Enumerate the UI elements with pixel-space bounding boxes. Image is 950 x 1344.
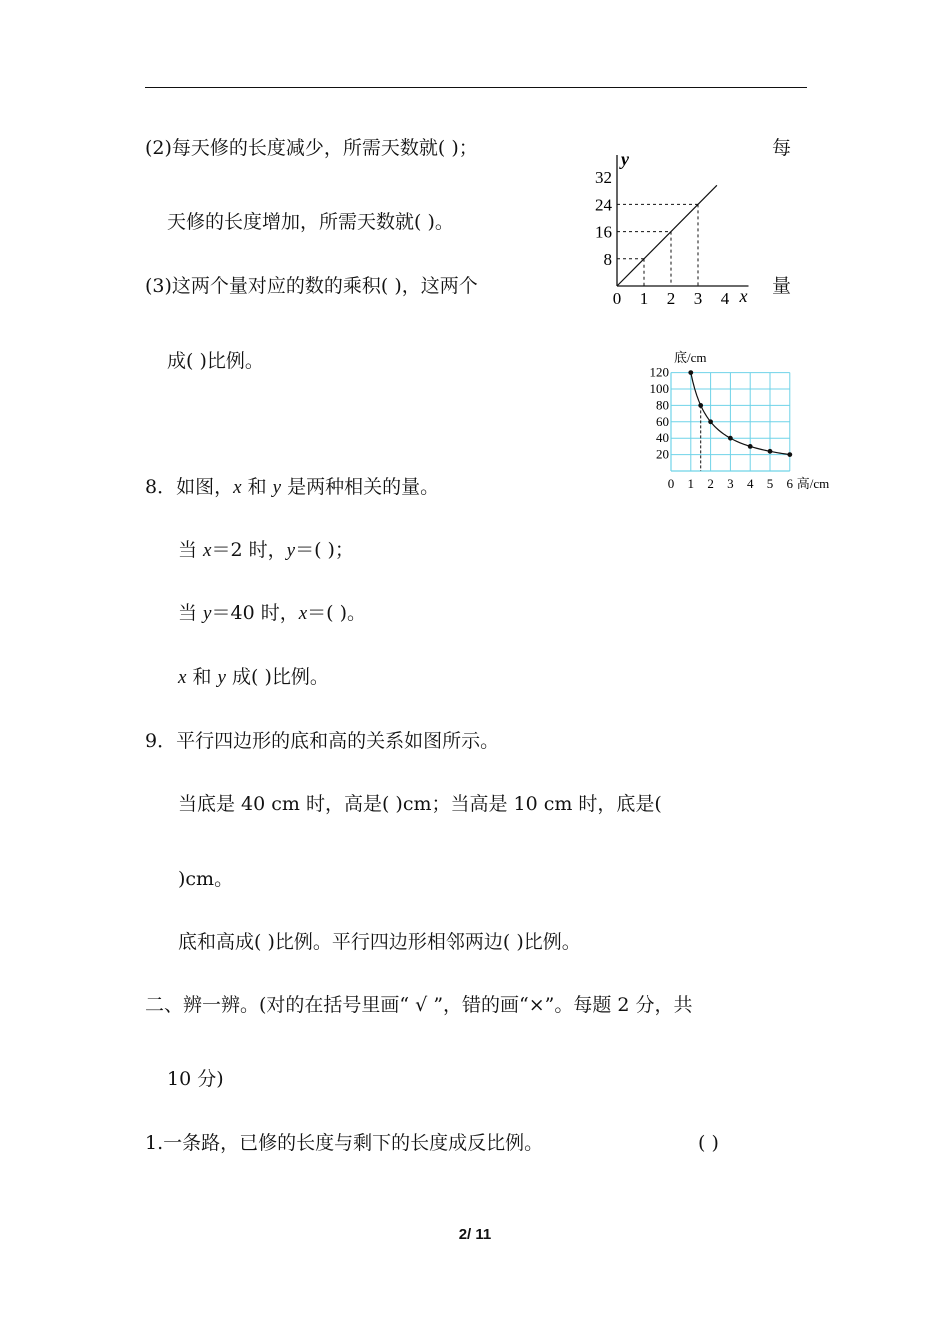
q7-line2c: 天修的长度增加，所需天数就( )。 — [167, 211, 454, 233]
var-y: y — [203, 603, 212, 624]
q8-l1-mid: ＝2 时， — [211, 539, 287, 561]
x-tick-label: 4 — [720, 289, 730, 308]
x-tick-label: 2 — [707, 476, 714, 491]
section2-title: 二、辨一辨。(对的在括号里画“ √ ”，错的画“×”。每题 2 分，共 — [145, 994, 693, 1016]
q8-l1-tail: ＝( )； — [295, 539, 354, 561]
var-y: y — [272, 477, 282, 498]
x-tick-label: 1 — [639, 289, 649, 308]
q9-line1: 当底是 40 cm 时，高是( )cm；当高是 10 cm 时，底是( — [178, 793, 662, 815]
y-tick-label: 120 — [649, 364, 669, 380]
q9-line2: )cm。 — [178, 868, 234, 890]
section2-title-cont: 10 分) — [167, 1068, 224, 1090]
x-axis-label: x — [739, 286, 748, 306]
y-tick-label: 8 — [603, 249, 612, 269]
data-point — [728, 436, 733, 441]
header-rule — [145, 87, 807, 88]
x-tick-label: 0 — [612, 289, 622, 308]
q9-title: 9．平行四边形的底和高的关系如图所示。 — [145, 730, 500, 752]
q8-line3 — [178, 665, 329, 690]
q8-title-tail: 是两种相关的量。 — [281, 476, 440, 498]
q9-line3: 底和高成( )比例。平行四边形相邻两边( )比例。 — [178, 931, 581, 953]
page-number: 2/ 11 — [458, 1226, 492, 1243]
x-tick-label: 0 — [667, 476, 675, 491]
data-point — [748, 444, 753, 449]
base-height-chart — [635, 345, 850, 515]
var-x: x — [203, 540, 212, 561]
x-tick-label: 6 — [786, 476, 794, 491]
q7-line3a: (3)这两个量对应的数的乘积( )，这两个 — [145, 275, 478, 297]
x-tick-label: 4 — [746, 476, 754, 491]
q8-l2-tail: ＝( )。 — [307, 602, 367, 624]
data-point — [708, 419, 713, 424]
series-line — [617, 185, 717, 286]
x-tick-label: 3 — [693, 289, 703, 308]
q7-line3b: 量 — [772, 275, 792, 297]
y-tick-label: 60 — [656, 413, 669, 429]
var-y: y — [217, 667, 226, 688]
x-tick-label: 3 — [727, 476, 734, 491]
q8-and: 和 — [241, 476, 273, 498]
y-tick-label: 16 — [595, 222, 612, 242]
section2-q1: 1.一条路，已修的长度与剩下的长度成反比例。 — [145, 1132, 544, 1154]
q8-title-num: 8．如图， — [145, 476, 234, 498]
q8-l2-mid: ＝40 时， — [211, 602, 299, 624]
q8-l3-tail: 成( )比例。 — [225, 666, 329, 688]
series-curve — [691, 373, 790, 455]
x-axis-label: 高/cm — [796, 476, 830, 491]
q8-line1 — [178, 538, 354, 563]
q8-l1-pre: 当 — [178, 539, 204, 561]
var-x: x — [233, 477, 242, 498]
q8-line2 — [178, 601, 366, 626]
data-point — [698, 403, 703, 408]
data-point — [768, 449, 773, 454]
q7-line3c: 成( )比例。 — [167, 350, 264, 372]
var-x: x — [178, 667, 187, 688]
xy-line-chart — [580, 145, 760, 310]
data-point — [787, 452, 792, 457]
data-point — [688, 370, 693, 375]
x-tick-label: 5 — [766, 476, 774, 491]
section2-q1-answer-paren: ( ) — [698, 1132, 719, 1154]
y-tick-label: 100 — [649, 381, 669, 396]
q7-line2a: (2)每天修的长度减少，所需天数就( )； — [145, 137, 478, 159]
var-y: y — [286, 540, 296, 561]
y-tick-label: 40 — [656, 430, 669, 446]
y-axis-label: 底/cm — [674, 350, 707, 365]
q8-title — [145, 475, 439, 500]
y-axis-label: y — [621, 149, 629, 169]
x-tick-label: 2 — [666, 289, 676, 308]
q8-l2-pre: 当 — [178, 602, 204, 624]
q7-line2b: 每 — [772, 137, 792, 159]
var-x: x — [298, 603, 308, 624]
y-tick-label: 24 — [595, 195, 612, 215]
y-tick-label: 80 — [656, 397, 669, 413]
y-tick-label: 32 — [595, 168, 612, 188]
x-tick-label: 1 — [687, 476, 695, 491]
q8-l3-mid: 和 — [186, 666, 218, 688]
y-tick-label: 20 — [656, 446, 669, 462]
